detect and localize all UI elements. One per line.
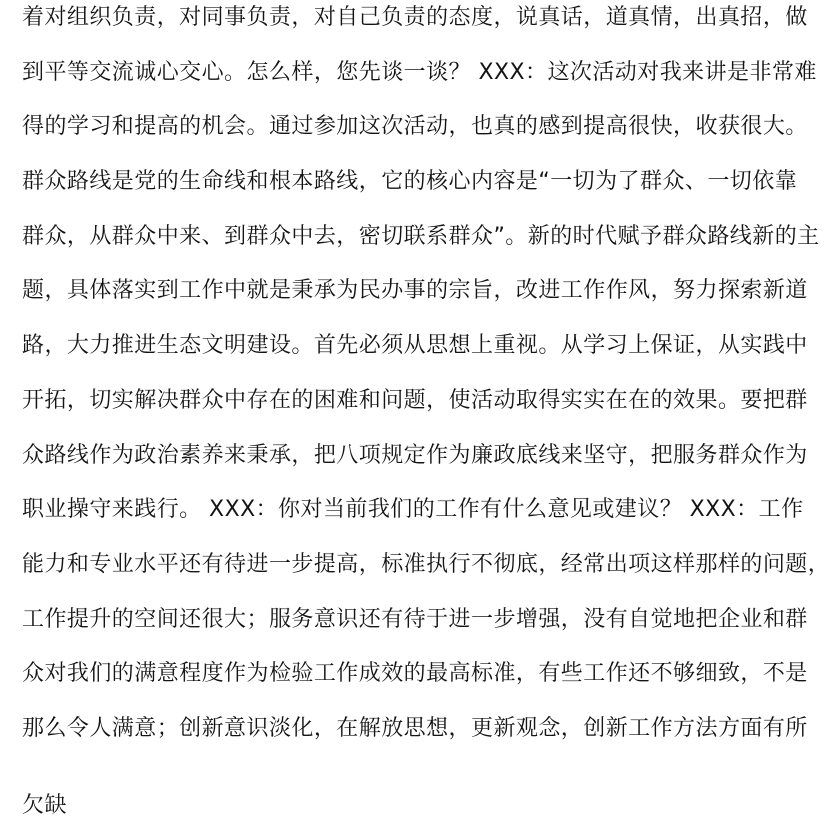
text-line: 得的学习和提高的机会。通过参加这次活动，也真的感到提高很快，收获很大。 (22, 114, 808, 140)
text-line: 开拓，切实解决群众中存在的困难和问题，使活动取得实实在在的效果。要把群 (22, 387, 808, 413)
text-line: 题，具体落实到工作中就是秉承为民办事的宗旨，改进工作作风，努力探索新道 (22, 278, 808, 304)
document-body (22, 0, 830, 766)
text-line: 工作提升的空间还很大；服务意识还有待于进一步增强，没有自觉地把企业和群 (22, 606, 808, 632)
text-line: 众路线作为政治素养来秉承，把八项规定作为廉政底线来坚守，把服务群众作为 (22, 442, 808, 468)
text-line: 众对我们的满意程度作为检验工作成效的最高标准，有些工作还不够细致，不是 (22, 661, 808, 687)
text-line-partial: 欠缺 (22, 793, 67, 818)
text-line: 到平等交流诚心交心。怎么样，您先谈一谈？ XXX：这次活动对我来讲是非常难 (22, 59, 817, 85)
text-line: 路，大力推进生态文明建设。首先必须从思想上重视。从学习上保证，从实践中 (22, 333, 808, 359)
text-line: 能力和专业水平还有待进一步提高，标准执行不彻底，经常出项这样那样的问题， (22, 551, 830, 577)
text-line: 着对组织负责，对同事负责，对自己负责的态度，说真话，道真情，出真招，做 (22, 5, 808, 30)
text-line: 那么令人满意；创新意识淡化，在解放思想，更新观念，创新工作方法方面有所 (22, 715, 808, 741)
text-line: 群众，从群众中来、到群众中去，密切联系群众”。新的时代赋予群众路线新的主 (22, 223, 820, 249)
text-line: 职业操守来践行。 XXX：你对当前我们的工作有什么意见或建议？ XXX：工作 (22, 497, 804, 523)
text-line: 群众路线是党的生命线和根本路线，它的核心内容是“一切为了群众、一切依靠 (22, 169, 798, 195)
